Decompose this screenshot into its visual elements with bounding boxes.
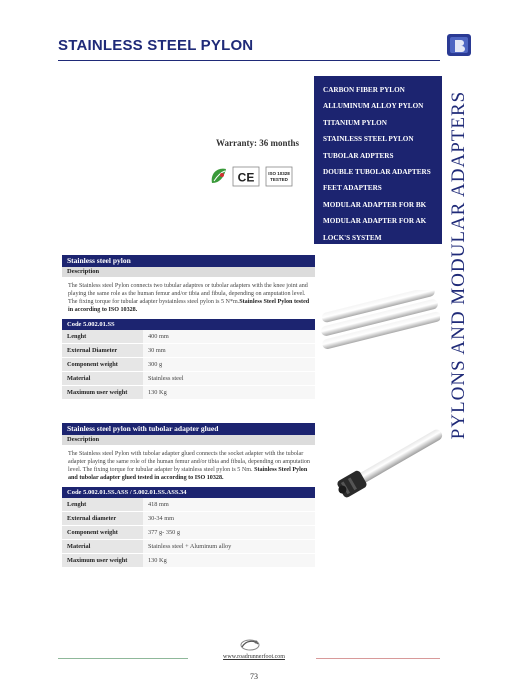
product-code: Code 5.002.01.SS.ASS / 5.002.01.SS.ASS.34 bbox=[62, 487, 315, 498]
product-description bbox=[62, 445, 315, 487]
menu-item-locks-system[interactable]: LOCK'S SYSTEM bbox=[323, 233, 382, 242]
ce-mark-text: CE bbox=[237, 170, 255, 185]
menu-item-stainless-steel-pylon[interactable]: STAINLESS STEEL PYLON bbox=[323, 135, 414, 144]
page-number: 73 bbox=[250, 672, 258, 681]
description-bold-text: Stainless Steel Pylon and tubolar adapter glued tested in according to ISO 10328. bbox=[68, 467, 308, 482]
table-row bbox=[62, 330, 315, 344]
menu-item-aluminum-alloy-pylon[interactable]: ALLUMINUM ALLOY PYLON bbox=[323, 102, 424, 111]
spec-table bbox=[62, 498, 315, 568]
spec-value: 30 mm bbox=[143, 344, 315, 358]
spec-value: 130 Kg bbox=[143, 554, 315, 568]
spec-label: Lenght bbox=[62, 330, 143, 344]
spec-value: 300 g bbox=[143, 358, 315, 372]
menu-item-feet-adapters[interactable]: FEET ADAPTERS bbox=[323, 184, 382, 193]
description-label: Description bbox=[62, 267, 315, 277]
table-row bbox=[62, 358, 315, 372]
product-panel-pylon-with-adapter bbox=[62, 423, 315, 568]
product-panel-stainless-steel-pylon bbox=[62, 255, 315, 400]
side-section-title bbox=[447, 76, 471, 454]
table-row bbox=[62, 386, 315, 400]
page-title: STAINLESS STEEL PYLON bbox=[58, 37, 254, 54]
spec-value: 400 mm bbox=[143, 330, 315, 344]
table-row bbox=[62, 554, 315, 568]
roadrunner-logo-icon bbox=[236, 636, 264, 652]
iso-badge-line2: TESTED bbox=[270, 177, 288, 182]
description-text: The Stainless steel Pylon with tubolar adapter glued connects the socket adapter with the tubolar adapter playing the same role of the human femur and/or tibia and fibula, depending on amputation level. The fixing torque for tubular adapter by stainless steel pylon is 5 Nm. bbox=[68, 451, 310, 474]
menu-item-modular-adapter-bk[interactable]: MODULAR ADAPTER FOR BK bbox=[323, 200, 427, 209]
spec-value: 30-34 mm bbox=[143, 512, 315, 526]
spec-label: Material bbox=[62, 540, 143, 554]
spec-label: External Diameter bbox=[62, 344, 143, 358]
spec-label: Maximum user weight bbox=[62, 386, 143, 400]
spec-value: 418 mm bbox=[143, 498, 315, 512]
menu-item-titanium-pylon[interactable]: TITANIUM PYLON bbox=[323, 118, 387, 127]
certification-marks bbox=[206, 163, 306, 191]
menu-item-modular-adapter-ak[interactable]: MODULAR ADAPTER FOR AK bbox=[323, 217, 427, 226]
spec-value: Stainless steel + Aluminum alloy bbox=[143, 540, 315, 554]
spec-label: Material bbox=[62, 372, 143, 386]
product-code: Code 5.002.01.SS bbox=[62, 319, 315, 330]
stainless-steel-pylon-image bbox=[318, 290, 440, 350]
spec-label: Component weight bbox=[62, 526, 143, 540]
spec-label: Component weight bbox=[62, 358, 143, 372]
description-label: Description bbox=[62, 435, 315, 445]
quality-leaf-icon bbox=[212, 169, 226, 183]
product-description bbox=[62, 277, 315, 319]
menu-item-carbon-fiber-pylon[interactable]: CARBON FIBER PYLON bbox=[323, 86, 405, 94]
description-text: The Stainless steel Pylon connects two tubular adaptres or tubolar adapters with the knee joint and playing the same role as the human femur and/or tibia and fibula, depending on amputation level. The fixing torque for tubular adapter bystainless steel pylon is 5 N*m. bbox=[68, 283, 308, 306]
spec-label: Lenght bbox=[62, 498, 143, 512]
table-row bbox=[62, 512, 315, 526]
spec-value: 130 Kg bbox=[143, 386, 315, 400]
iso-tested-badge-icon bbox=[266, 167, 292, 186]
spec-label: External diameter bbox=[62, 512, 143, 526]
table-row bbox=[62, 344, 315, 358]
brand-logo-icon bbox=[447, 34, 471, 56]
pylon-with-tubular-adapter-image bbox=[326, 425, 444, 503]
spec-value: Stainless steel bbox=[143, 372, 315, 386]
iso-badge-line1: ISO 10328 bbox=[268, 171, 290, 176]
table-row bbox=[62, 372, 315, 386]
description-bold-text: Stainless Steel Pylon tested in according to ISO 10328. bbox=[68, 299, 310, 314]
table-row bbox=[62, 540, 315, 554]
table-row bbox=[62, 526, 315, 540]
footer-website-link[interactable]: www.roadrunnerfoot.com bbox=[223, 654, 285, 660]
spec-value: 377 g- 350 g bbox=[143, 526, 315, 540]
title-divider bbox=[58, 60, 440, 61]
ce-mark-icon bbox=[233, 167, 259, 186]
menu-item-tubular-adapters[interactable]: TUBOLAR ADPTERS bbox=[323, 151, 394, 160]
menu-item-double-tubular-adapters[interactable]: DOUBLE TUBOLAR ADAPTERS bbox=[323, 167, 431, 176]
product-name: Stainless steel pylon bbox=[62, 255, 315, 267]
spec-table bbox=[62, 330, 315, 400]
table-row bbox=[62, 498, 315, 512]
product-category-menu bbox=[314, 76, 442, 244]
warranty-text: Warranty: 36 months bbox=[216, 138, 299, 148]
side-section-title-text: PYLONS AND MODULAR ADAPTERS bbox=[448, 90, 469, 440]
product-name: Stainless steel pylon with tubolar adapter glued bbox=[62, 423, 315, 435]
spec-label: Maximum user weight bbox=[62, 554, 143, 568]
